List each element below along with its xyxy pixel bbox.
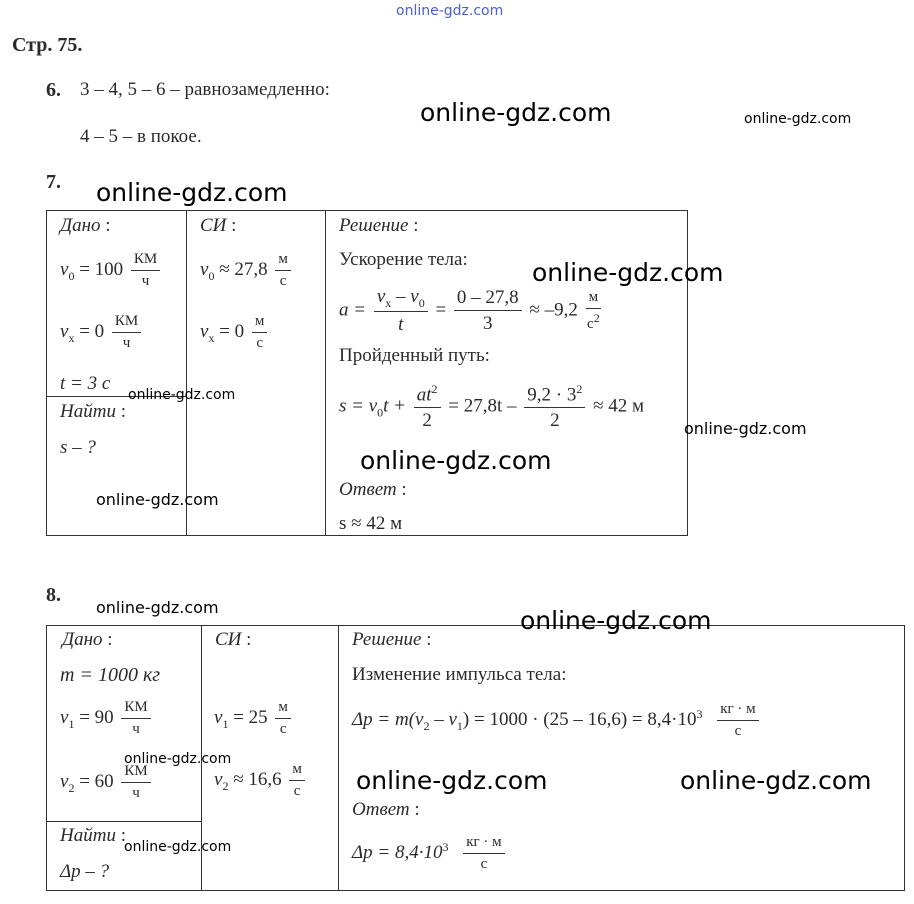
task7-given-header: Дано : [60,215,111,236]
task8-given-header: Дано : [62,629,113,650]
site-watermark-top: online-gdz.com [396,3,504,19]
task7-path-label: Пройденный путь: [339,345,490,366]
task6-line1: 3 – 4, 5 – 6 – равнозамедленно: [80,79,330,100]
task8-given-v1: $v_1 = 90$ $\frac{КМ}{ч}$ [60,700,154,738]
task8-find-header: Найти : [60,825,126,846]
task8-solution-header: Решение : [352,629,432,650]
watermark: online-gdz.com [124,751,232,767]
task7-accel-label: Ускорение тела: [339,249,468,270]
watermark: online-gdz.com [360,446,552,475]
task7-given-v0: $v_0 = 100$ $\frac{КМ}{ч}$ [60,252,163,290]
task7-si-vx: $v_x = 0$ $\frac{м}{с}$ [200,314,270,352]
watermark: online-gdz.com [532,258,724,287]
task6-number: 6. [46,79,61,101]
task7-divider-1 [186,210,187,536]
task8-given-v2: $v_2 = 60$ $\frac{КМ}{ч}$ [60,764,154,802]
task7-answer-header: Ответ : [339,479,407,500]
task7-solution-header: Решение : [339,215,419,236]
watermark: online-gdz.com [96,178,288,207]
task8-answer: $\Delta p = 8,4\cdot 10^3$ $\frac{кг \cdot м}{с}$ [352,835,508,873]
watermark: online-gdz.com [420,98,612,127]
task7-si-v0: $v_0 \approx 27,8$ $\frac{м}{с}$ [200,252,294,290]
task8-si-v1: $v_1 = 25$ $\frac{м}{с}$ [214,700,294,738]
task7-find-header: Найти : [60,401,126,422]
task7-number: 7. [46,171,61,193]
task7-find: s – ? [60,437,96,458]
task7-answer: s ≈ 42 м [339,513,403,534]
watermark: online-gdz.com [680,766,872,795]
watermark: online-gdz.com [128,387,236,403]
task8-find: Δp – ? [60,861,110,882]
task7-si-header: СИ : [200,215,237,236]
task7-divider-2 [325,210,326,536]
watermark: online-gdz.com [96,490,219,509]
task8-given-m: m = 1000 кг [60,664,161,686]
task8-si-v2: $v_2 \approx 16,6$ $\frac{м}{с}$ [214,762,308,800]
task7-given-t: t = 3 с [60,373,111,394]
task8-divider-2 [338,625,339,891]
task8-si-header: СИ : [215,629,252,650]
watermark: online-gdz.com [744,111,852,127]
watermark: online-gdz.com [96,598,219,617]
watermark: online-gdz.com [520,606,712,635]
watermark: online-gdz.com [124,839,232,855]
task8-answer-header: Ответ : [352,799,420,820]
task8-divider-h [46,821,201,822]
task8-impulse-formula: $\Delta p = m(v_2 - v_1) = 1000 \cdot (25 - 16,6) = 8,4\cdot 10^3$ $\frac{кг \cdot м}{с}$ [352,702,762,740]
task7-path-formula: $s = v_0t$ + $\frac{at^2}{2}$ = 27,8t – $\frac{9,2 \cdot 3^2}{2}$ ≈ 42 м [339,382,645,432]
watermark: online-gdz.com [356,766,548,795]
task7-accel-formula: a = $\frac{v_x - v_0}{t}$ = $\frac{0 - 27,8}{3}$ ≈ –9,2 $\frac{м}{с^2}$ [339,286,600,336]
page-number: Стр. 75. [12,34,83,56]
watermark: online-gdz.com [684,419,807,438]
task8-impulse-label: Изменение импульса тела: [352,664,567,685]
task8-number: 8. [46,584,61,606]
task7-given-vx: $v_x = 0$ $\frac{КМ}{ч}$ [60,314,144,352]
task6-line2: 4 – 5 – в покое. [80,126,202,147]
